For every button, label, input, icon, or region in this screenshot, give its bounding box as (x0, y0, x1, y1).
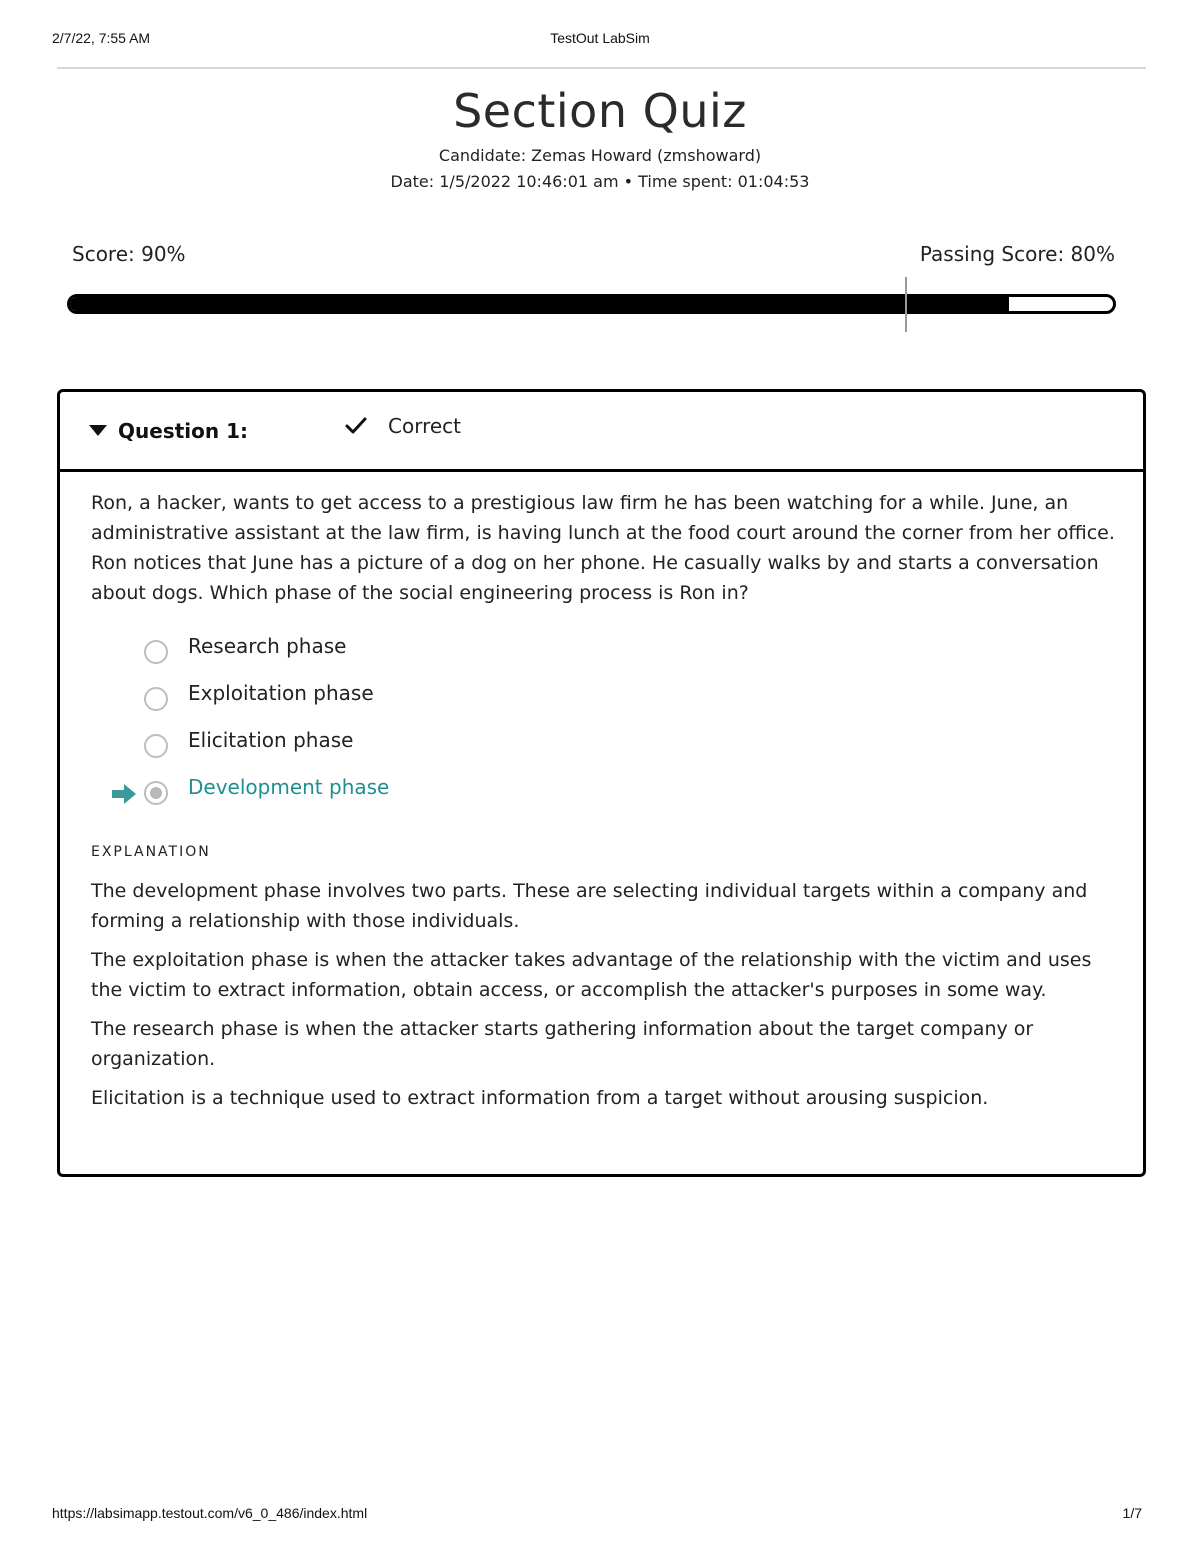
explanation-paragraph: The development phase involves two parts. These are selecting individual targets within a company and forming a relationship with those individuals. (91, 880, 1088, 932)
print-url: https://labsimapp.testout.com/v6_0_486/index.html (52, 1505, 368, 1521)
explanation-paragraph: The exploitation phase is when the attacker takes advantage of the relationship with the victim and uses the victim to extract information, obtain access, or accomplish the attacker's purposes in some way. (91, 949, 1092, 1001)
print-page-number: 1/7 (1122, 1505, 1142, 1521)
date-time-spent: Date: 1/5/2022 10:46:01 am • Time spent: 01:04:53 (390, 172, 810, 191)
answer-label: Elicitation phase (188, 728, 354, 752)
radio-button[interactable] (144, 640, 168, 664)
radio-button[interactable] (144, 687, 168, 711)
question-card (57, 389, 1146, 1177)
radio-button-selected[interactable] (144, 781, 168, 805)
answer-label: Research phase (188, 634, 347, 658)
checkmark-icon (344, 416, 368, 436)
print-title: TestOut LabSim (550, 30, 650, 46)
question-title: Question 1: (118, 419, 248, 443)
explanation-heading: EXPLANATION (91, 844, 211, 860)
answer-option-selected[interactable] (60, 773, 1143, 813)
print-header (52, 30, 1148, 50)
explanation-body (91, 876, 1121, 1122)
passing-score-marker (905, 277, 907, 332)
caret-down-icon[interactable] (89, 425, 107, 436)
score-progress-fill (70, 297, 1009, 311)
header-divider (57, 67, 1146, 69)
question-text: Ron, a hacker, wants to get access to a prestigious law firm he has been watching for a while. June, an administrative assistant at the law firm, is having lunch at the food court around the corner from her office. Ron notices that June has a picture of a dog on her phone. He casually walks by and starts a conversation about dogs. Which phase of the social engineering process is Ron in? (91, 492, 1115, 604)
question-header[interactable] (60, 392, 1143, 472)
print-footer (52, 1505, 1148, 1521)
answer-option[interactable] (60, 632, 1143, 672)
passing-score-label: Passing Score: 80% (919, 242, 1115, 266)
score-progress-bar (67, 294, 1116, 314)
print-datetime: 2/7/22, 7:55 AM (52, 30, 151, 46)
answer-label: Exploitation phase (188, 681, 374, 705)
score-label: Score: 90% (72, 242, 186, 266)
answer-option[interactable] (60, 679, 1143, 719)
radio-button[interactable] (144, 734, 168, 758)
explanation-paragraph: The research phase is when the attacker starts gathering information about the target company or organization. (91, 1018, 1034, 1070)
answer-label: Development phase (188, 775, 390, 799)
arrow-right-icon (111, 784, 137, 804)
question-status: Correct (388, 414, 461, 438)
candidate-info: Candidate: Zemas Howard (zmshoward) (438, 146, 762, 165)
answer-option[interactable] (60, 726, 1143, 766)
explanation-paragraph: Elicitation is a technique used to extract information from a target without arousing suspicion. (91, 1087, 989, 1109)
page-title: Section Quiz (453, 84, 747, 138)
